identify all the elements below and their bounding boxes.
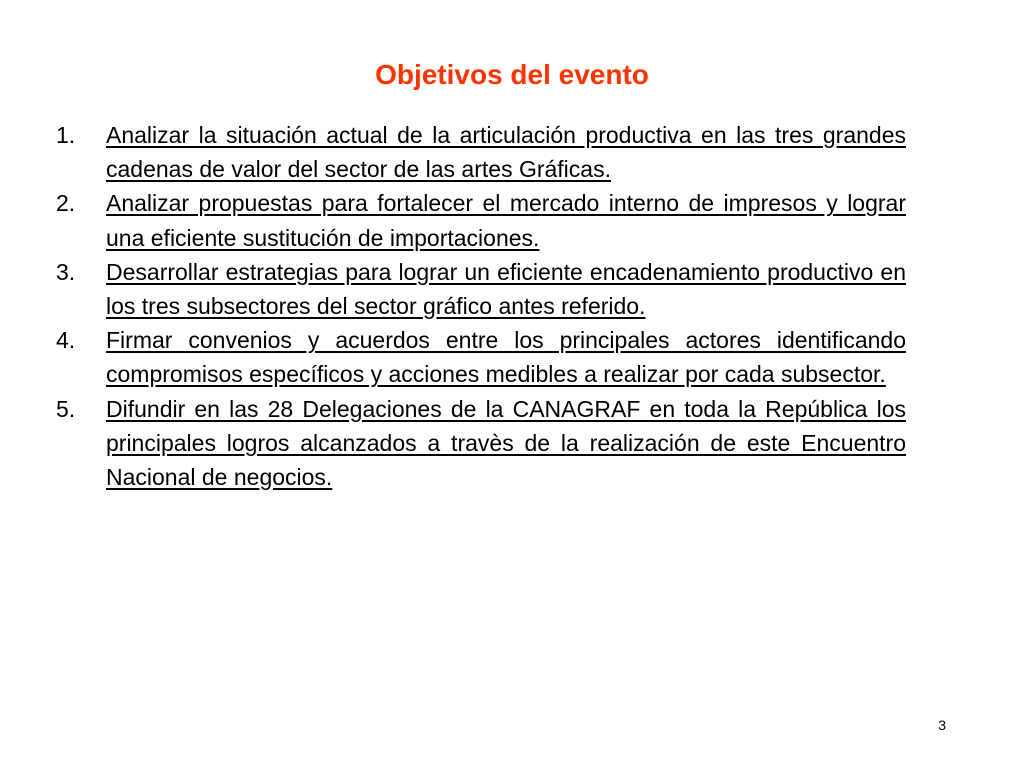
- objective-item-1: [56, 118, 906, 186]
- objective-number: 3.: [56, 258, 76, 285]
- objective-text: Analizar propuestas para fortalecer el mercado interno de impresos y lograr una eficiente sustitución de importaciones.: [106, 190, 906, 251]
- slide-title: Objetivos del evento: [375, 58, 649, 90]
- objective-text: Analizar la situación actual de la articulación productiva en las tres grandes cadenas de valor del sector de las artes Gráficas.: [106, 122, 906, 183]
- objective-item-5: [56, 392, 906, 495]
- objective-text: Desarrollar estrategias para lograr un eficiente encadenamiento productivo en los tres subsectores del sector gráfico antes referido.: [106, 258, 906, 320]
- objective-number: 5.: [56, 395, 76, 422]
- objective-item-4: [56, 323, 906, 391]
- page-number: 3: [938, 717, 946, 733]
- objective-text: Firmar convenios y acuerdos entre los principales actores identificando compromisos específicos y acciones medibles a realizar por cada subsector.: [106, 327, 906, 388]
- objective-number: 2.: [56, 190, 76, 217]
- objectives-list: [56, 118, 906, 494]
- objective-item-2: [56, 186, 906, 254]
- objective-number: 4.: [56, 327, 76, 354]
- objective-number: 1.: [56, 122, 76, 148]
- objective-text: Difundir en las 28 Delegaciones de la CANAGRAF en toda la República los principales logros alcanzados a travès de la realización de este Encuentro Nacional de negocios.: [106, 395, 906, 491]
- objective-item-3: [56, 255, 906, 323]
